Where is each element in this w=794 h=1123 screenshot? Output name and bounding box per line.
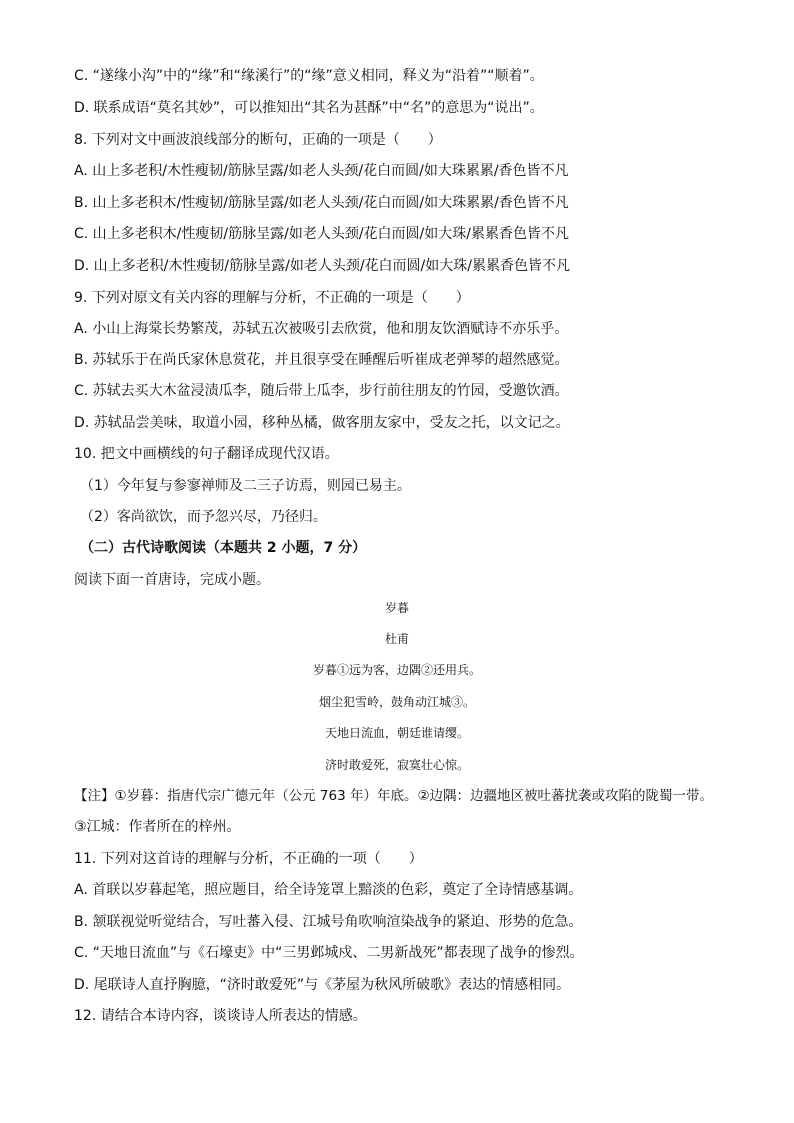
- option-9a: A. 小山上海棠长势繁茂，苏轼五次被吸引去欣赏，他和朋友饮酒赋诗不亦乐乎。: [74, 321, 569, 337]
- poem-notes-continued: ③江城：作者所在的梓州。: [74, 819, 241, 835]
- option-8d: D. 山上多老积/木性瘦韧/筋脉呈露/如老人头颈/花白而圆/如大珠/累累香色皆不凡: [74, 258, 570, 274]
- option-7c: C. “遂缘小沟”中的“缘”和“缘溪行”的“缘”意义相同，释义为“沿着”“顺着”。: [74, 68, 544, 84]
- question-10-1: （1）今年复与参寥禅师及二三子访焉，则园已易主。: [80, 478, 411, 494]
- option-9d: D. 苏轼品尝美味，取道小园，移种丛橘，做客朋友家中，受友之托，以文记之。: [74, 415, 570, 431]
- option-8b: B. 山上多老积木/性瘦韧/筋脉呈露/如老人头颈/花白而圆/如大珠累累/香色皆不凡: [74, 195, 569, 211]
- poem-line: 济时敢爱死，寂寞壮心惊。: [324, 758, 469, 772]
- question-9: 9. 下列对原文有关内容的理解与分析，不正确的一项是（ ）: [74, 290, 470, 306]
- option-9c: C. 苏轼去买大木盆浸渍瓜李，随后带上瓜李，步行前往朋友的竹园，受邀饮酒。: [74, 383, 569, 399]
- poem-line: 烟尘犯雪岭，鼓角动江城③。: [318, 695, 475, 709]
- option-11b: B. 颔联视觉听觉结合，写吐蕃入侵、江城号角吹响渲染战争的紧迫、形势的危急。: [74, 914, 583, 930]
- poem-line: 天地日流血，朝廷谁请缨。: [324, 726, 469, 740]
- question-11: 11. 下列对这首诗的理解与分析，不正确的一项（ ）: [74, 851, 423, 867]
- question-10-2: （2）客尚欲饮，而予忽兴尽，乃径归。: [80, 509, 327, 525]
- question-8: 8. 下列对文中画波浪线部分的断句，正确的一项是（ ）: [74, 132, 442, 148]
- poem-line: 岁暮①远为客，边隅②还用兵。: [312, 663, 481, 677]
- reading-intro: 阅读下面一首唐诗，完成小题。: [74, 572, 270, 588]
- option-9b: B. 苏轼乐于在尚氏家休息赏花，并且很享受在睡醒后听崔成老弹琴的超然感觉。: [74, 352, 569, 368]
- option-11c: C. “天地日流血”与《石壕吏》中“三男邺城戍、二男新战死”都表现了战争的惨烈。: [74, 945, 584, 961]
- question-10: 10. 把文中画横线的句子翻译成现代汉语。: [74, 446, 339, 462]
- question-12: 12. 请结合本诗内容，谈谈诗人所表达的情感。: [74, 1008, 367, 1024]
- poem-notes: 【注】①岁暮：指唐代宗广德元年（公元 763 年）年底。②边隅：边疆地区被吐蕃扰袭或攻陷的陇蜀一带。: [74, 788, 714, 804]
- option-11a: A. 首联以岁暮起笔，照应题目，给全诗笼罩上黯淡的色彩，奠定了全诗情感基调。: [74, 882, 583, 898]
- poem-title: 岁暮: [384, 601, 409, 615]
- option-11d: D. 尾联诗人直抒胸臆，“济时敢爱死”与《茅屋为秋风所破歌》表达的情感相同。: [74, 977, 571, 993]
- section-heading: （二）古代诗歌阅读（本题共 2 小题，7 分）: [80, 540, 367, 556]
- option-7d: D. 联系成语“莫名其妙”，可以推知出“其名为甚酥”中“名”的意思为“说出”。: [74, 100, 544, 116]
- option-8a: A. 山上多老积/木性瘦韧/筋脉呈露/如老人头颈/花白而圆/如大珠累累/香色皆不凡: [74, 163, 569, 179]
- option-8c: C. 山上多老积木/性瘦韧/筋脉呈露/如老人头颈/花白而圆/如大珠/累累香色皆不凡: [74, 226, 569, 242]
- poem-author: 杜甫: [384, 632, 409, 646]
